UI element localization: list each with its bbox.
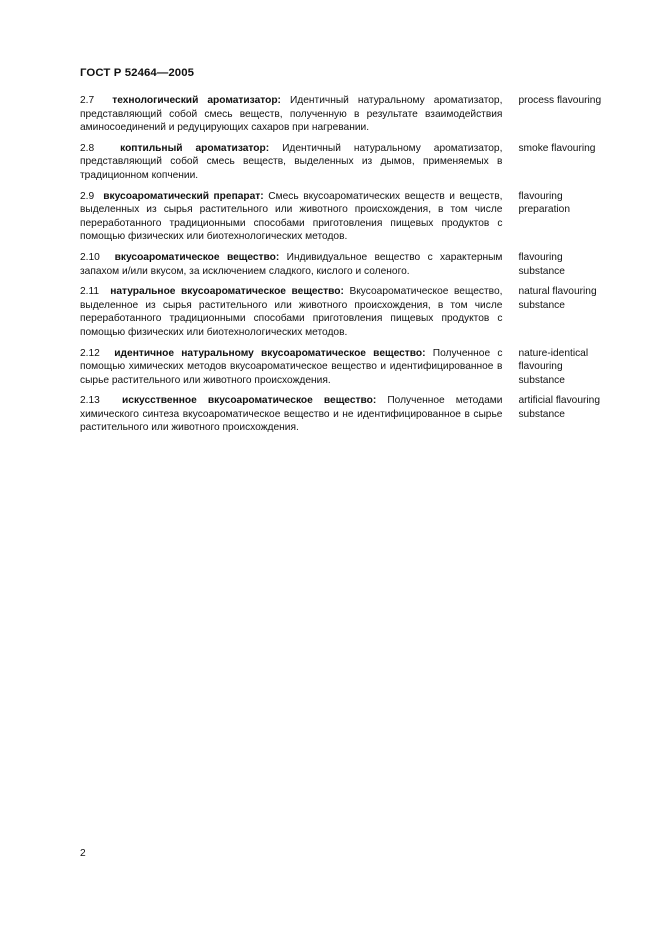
term-definition-block bbox=[80, 190, 502, 244]
term-entry bbox=[80, 94, 640, 135]
term-entry bbox=[80, 394, 640, 435]
term-english-line: substance bbox=[518, 265, 565, 277]
term-definition: Полученное с помощью химических методов вкусоароматическое вещество и идентифицированное в сырье растительного или животного происхождения. bbox=[80, 347, 503, 386]
term-definition-block bbox=[80, 94, 502, 135]
term-number: 2.8 bbox=[80, 142, 95, 154]
term-entry bbox=[80, 190, 640, 244]
term-english-line: substance bbox=[518, 299, 565, 311]
term-entry bbox=[80, 347, 640, 388]
term-definition: Смесь вкусоароматических веществ и веществ, выделенных из сырья растительного или животного происхождения, в том числе переработанного традиционными способами приготовления пищевых продуктов с помощью физических или биотехнологических методов. bbox=[80, 190, 503, 243]
term-entry bbox=[80, 142, 640, 183]
term-definition: Идентичный натуральному ароматизатор, представляющий собой смесь веществ, выделенных из дымов, применяемых в традиционном копчении. bbox=[80, 142, 503, 181]
term-english-equivalent bbox=[518, 347, 640, 388]
term-number: 2.13 bbox=[80, 395, 100, 407]
term-english-line: substance bbox=[518, 374, 565, 386]
term-definition-block bbox=[80, 142, 502, 183]
term-number: 2.10 bbox=[80, 251, 100, 263]
term-english-equivalent bbox=[518, 190, 640, 244]
term-english-line: flavouring bbox=[518, 251, 563, 263]
term-definition-block bbox=[80, 251, 502, 278]
term-name: технологический ароматизатор: bbox=[112, 95, 281, 106]
page-number: 2 bbox=[80, 848, 86, 859]
terms-list bbox=[80, 94, 640, 442]
term-entry bbox=[80, 285, 640, 339]
term-english-line: process flavouring bbox=[518, 95, 602, 106]
term-number: 2.9 bbox=[80, 190, 95, 202]
term-number: 2.7 bbox=[80, 95, 95, 106]
term-english-equivalent bbox=[518, 142, 640, 183]
term-definition-block bbox=[80, 394, 502, 435]
term-entry bbox=[80, 251, 640, 278]
term-name: натуральное вкусоароматическое вещество: bbox=[110, 286, 344, 298]
document-header: ГОСТ Р 52464—2005 bbox=[80, 67, 195, 79]
term-name: вкусоароматический препарат: bbox=[103, 190, 264, 202]
term-name: вкусоароматическое вещество: bbox=[114, 251, 280, 263]
term-definition: Идентичный натуральному ароматизатор, представляющий собой смесь веществ, полученную в результате взаимодействия аминосоединений и редуцирующих сахаров при нагревании. bbox=[80, 95, 503, 134]
term-definition-block bbox=[80, 285, 502, 339]
term-english-line: flavouring bbox=[518, 190, 563, 202]
term-english-line: substance bbox=[518, 408, 565, 420]
term-definition: Вкусоароматическое вещество, выделенное из сырья растительного или животного происхождения, в том числе переработанного традиционными способами приготовления пищевых продуктов с помощью физических или биотехнологических методов. bbox=[80, 286, 503, 338]
term-english-equivalent bbox=[518, 94, 640, 135]
term-english-line: preparation bbox=[518, 204, 570, 216]
term-english-equivalent bbox=[518, 251, 640, 278]
term-definition: Полученное методами химического синтеза вкусоароматическое вещество и не идентифицированное в сырье растительного или животного происхождения. bbox=[80, 395, 503, 434]
term-definition: Индивидуальное вещество с характерным запахом и/или вкусом, за исключением сладкого, кислого и соленого. bbox=[80, 251, 503, 277]
term-english-equivalent bbox=[518, 285, 640, 339]
term-definition-block bbox=[80, 347, 502, 388]
term-name: искусственное вкусоароматическое вещество: bbox=[122, 395, 377, 407]
term-number: 2.11 bbox=[80, 286, 100, 298]
term-english-equivalent bbox=[518, 394, 640, 435]
term-english-line: flavouring bbox=[518, 361, 563, 373]
term-english-line: artificial flavouring bbox=[518, 395, 600, 407]
term-number: 2.12 bbox=[80, 347, 100, 359]
term-name: коптильный ароматизатор: bbox=[120, 142, 270, 154]
term-english-line: nature-identical bbox=[518, 347, 589, 359]
term-english-line: smoke flavouring bbox=[518, 142, 596, 154]
term-name: идентичное натуральному вкусоароматическое вещество: bbox=[114, 347, 426, 359]
term-english-line: natural flavouring bbox=[518, 286, 597, 298]
